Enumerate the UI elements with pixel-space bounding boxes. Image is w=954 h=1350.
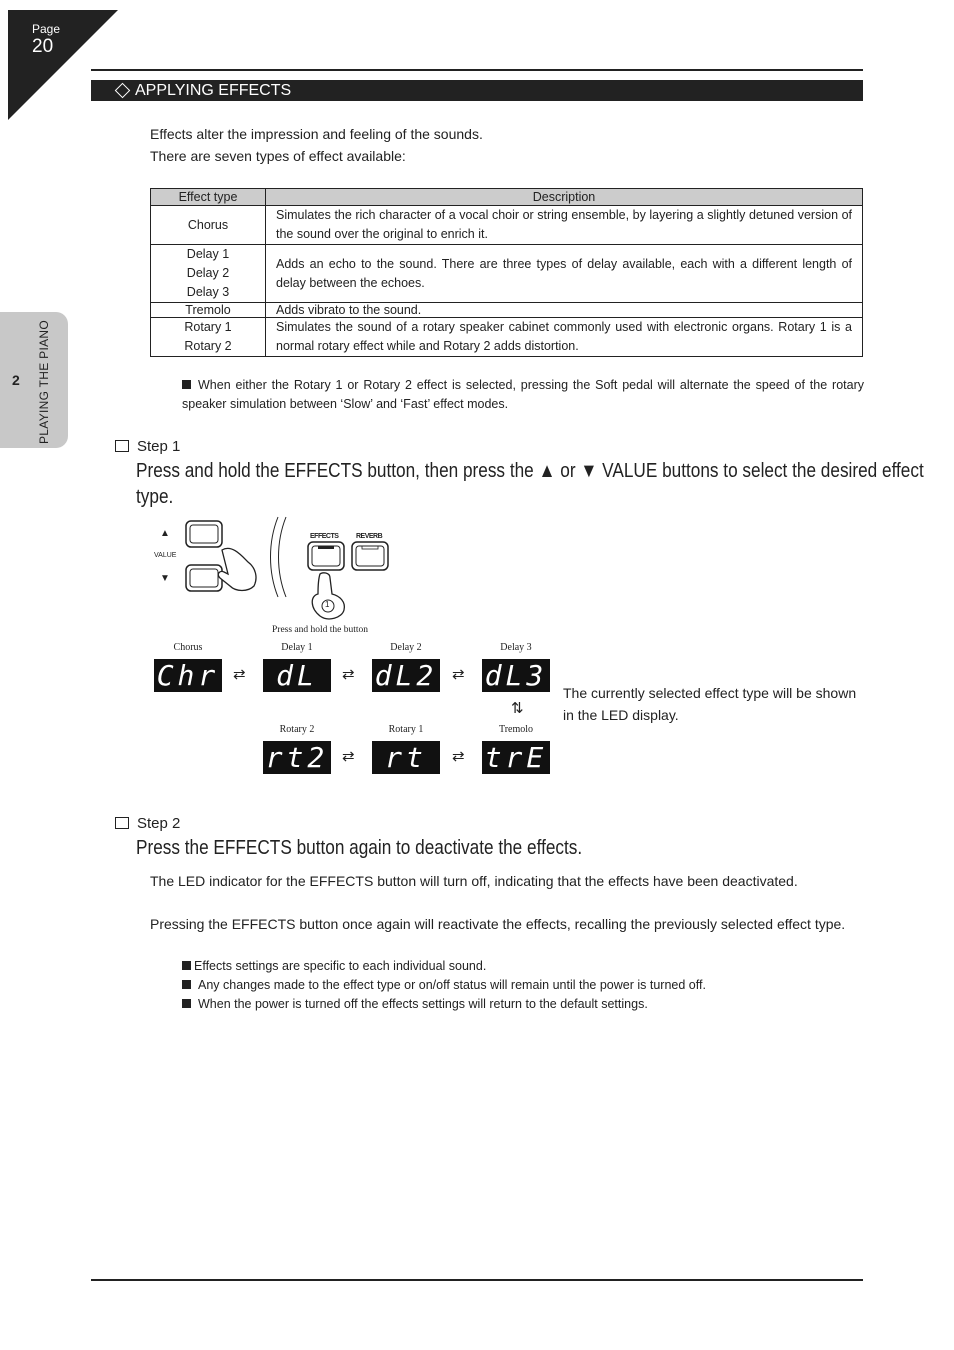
top-rule [91, 69, 863, 71]
chapter-side-tab [0, 312, 68, 448]
table-row [151, 206, 863, 245]
swap-arrow-icon: ⇄ [342, 748, 355, 765]
effects-table [150, 188, 863, 357]
note-rotary [182, 376, 864, 414]
chapter-title: PLAYING THE PIANO [37, 319, 51, 444]
led-caption-delay3: Delay 3 [500, 642, 532, 653]
effect-description: Adds vibrato to the sound. [266, 303, 863, 318]
led-display-delay2: dL2 [372, 659, 440, 692]
step-2-title: Press the EFFECTS button again to deactivate the effects. [136, 837, 583, 859]
note-text: When either the Rotary 1 or Rotary 2 effect is selected, pressing the Soft pedal will alternate the speed of the rotary speaker simulation between ‘Slow’ and ‘Fast’ effect modes. [182, 378, 864, 411]
step-2-paragraph-1: The LED indicator for the EFFECTS button will turn off, indicating that the effects have been deactivated. [150, 873, 798, 889]
step-2-text: Step 2 [137, 815, 181, 832]
effect-type-cell [151, 303, 266, 318]
note-item: Effects settings are specific to each individual sound. [182, 957, 486, 976]
effect-description: Simulates the rich character of a vocal choir or string ensemble, by layering a slightly detuned version of the sound over the original to enrich it. [266, 206, 863, 245]
value-up-arrow-icon: ▲ [160, 528, 170, 539]
section-title: APPLYING EFFECTS [135, 82, 292, 99]
value-label: VALUE [154, 552, 177, 559]
led-caption-chorus: Chorus [173, 642, 203, 653]
table-header-row [151, 189, 863, 206]
led-display-delay1: dL 1 [263, 659, 331, 692]
press-hold-caption: Press and hold the button [272, 625, 369, 635]
page-label: Page [32, 22, 61, 36]
effect-type: Rotary 1 [184, 320, 232, 334]
step-2-label [115, 815, 180, 832]
step-2-paragraph-2: Pressing the EFFECTS button once again will reactivate the effects, recalling the previously selected effect type. [150, 916, 846, 932]
led-caption-delay1: Delay 1 [281, 642, 313, 653]
led-display-chorus: Chr [154, 659, 222, 692]
effect-description: Adds an echo to the sound. There are three types of delay available, each with a different length of delay between the echoes. [266, 245, 863, 303]
bottom-rule [91, 1279, 863, 1281]
section-header [91, 80, 863, 101]
page-number: 20 [32, 36, 54, 57]
step-1-text: Step 1 [137, 438, 181, 455]
note-item: When the power is turned off the effects settings will return to the default settings. [182, 995, 648, 1014]
panel-illustration [150, 512, 400, 627]
led-display-rotary2: rt2 [263, 741, 331, 774]
table-row [151, 318, 863, 357]
swap-vertical-arrow-icon: ⇅ [511, 700, 524, 717]
intro-line-1: Effects alter the impression and feeling of the sounds. [150, 126, 483, 142]
swap-arrow-icon: ⇄ [452, 748, 465, 765]
led-caption-tremolo: Tremolo [498, 724, 534, 735]
reverb-button-label: REVERB [356, 533, 383, 540]
step-1-title-line-2: type. [136, 486, 174, 508]
bullet-square-icon [182, 980, 191, 989]
step-1-title-line-1: Press and hold the EFFECTS button, then press the ▲ or ▼ VALUE buttons to select the desired effect [136, 460, 924, 482]
effect-type-cell [151, 206, 266, 245]
effect-type: Delay 2 [186, 266, 230, 280]
step-1-label [115, 438, 180, 455]
diamond-icon [115, 83, 131, 99]
step-circle-number: 1 [325, 600, 330, 609]
swap-arrow-icon: ⇄ [452, 666, 465, 683]
led-caption-rotary1: Rotary 1 [388, 724, 424, 735]
effect-type: Tremolo [185, 303, 231, 317]
effect-description: Simulates the sound of a rotary speaker cabinet commonly used with electronic organs. Rotary 1 is a normal rotary effect while and Rotary 2 adds distortion. [266, 318, 863, 357]
chapter-number: 2 [12, 372, 20, 388]
led-caption-delay2: Delay 2 [390, 642, 422, 653]
table-row [151, 303, 863, 318]
effect-type: Chorus [187, 217, 229, 232]
intro-line-2: There are seven types of effect available: [150, 148, 406, 164]
effects-button-label: EFFECTS [310, 533, 339, 540]
bullet-square-icon [182, 999, 191, 1008]
checkbox-square-icon [115, 440, 129, 452]
swap-arrow-icon: ⇄ [342, 666, 355, 683]
effect-type-cell [151, 245, 266, 303]
column-header-effect-type: Effect type [151, 189, 266, 206]
column-header-description: Description [266, 189, 863, 206]
note-item: Any changes made to the effect type or on/off status will remain until the power is turned off. [182, 976, 706, 995]
effect-type: Delay 1 [186, 247, 230, 261]
checkbox-square-icon [115, 817, 129, 829]
bullet-square-icon [182, 961, 191, 970]
led-display-tremolo: trE [482, 741, 550, 774]
effect-type: Rotary 2 [184, 339, 232, 353]
led-note-line-1: The currently selected effect type will be shown [563, 685, 857, 701]
led-display-rotary1: rt 1 [372, 741, 440, 774]
led-caption-rotary2: Rotary 2 [279, 724, 315, 735]
swap-arrow-icon: ⇄ [233, 666, 246, 683]
effect-type: Delay 3 [186, 285, 230, 299]
value-down-arrow-icon: ▼ [160, 573, 170, 584]
led-display-delay3: dL3 [482, 659, 550, 692]
effect-type-cell [151, 318, 266, 357]
table-row [151, 245, 863, 303]
led-note-line-2: in the LED display. [563, 707, 679, 723]
page-corner-triangle [8, 10, 118, 120]
bullet-square-icon [182, 380, 191, 389]
